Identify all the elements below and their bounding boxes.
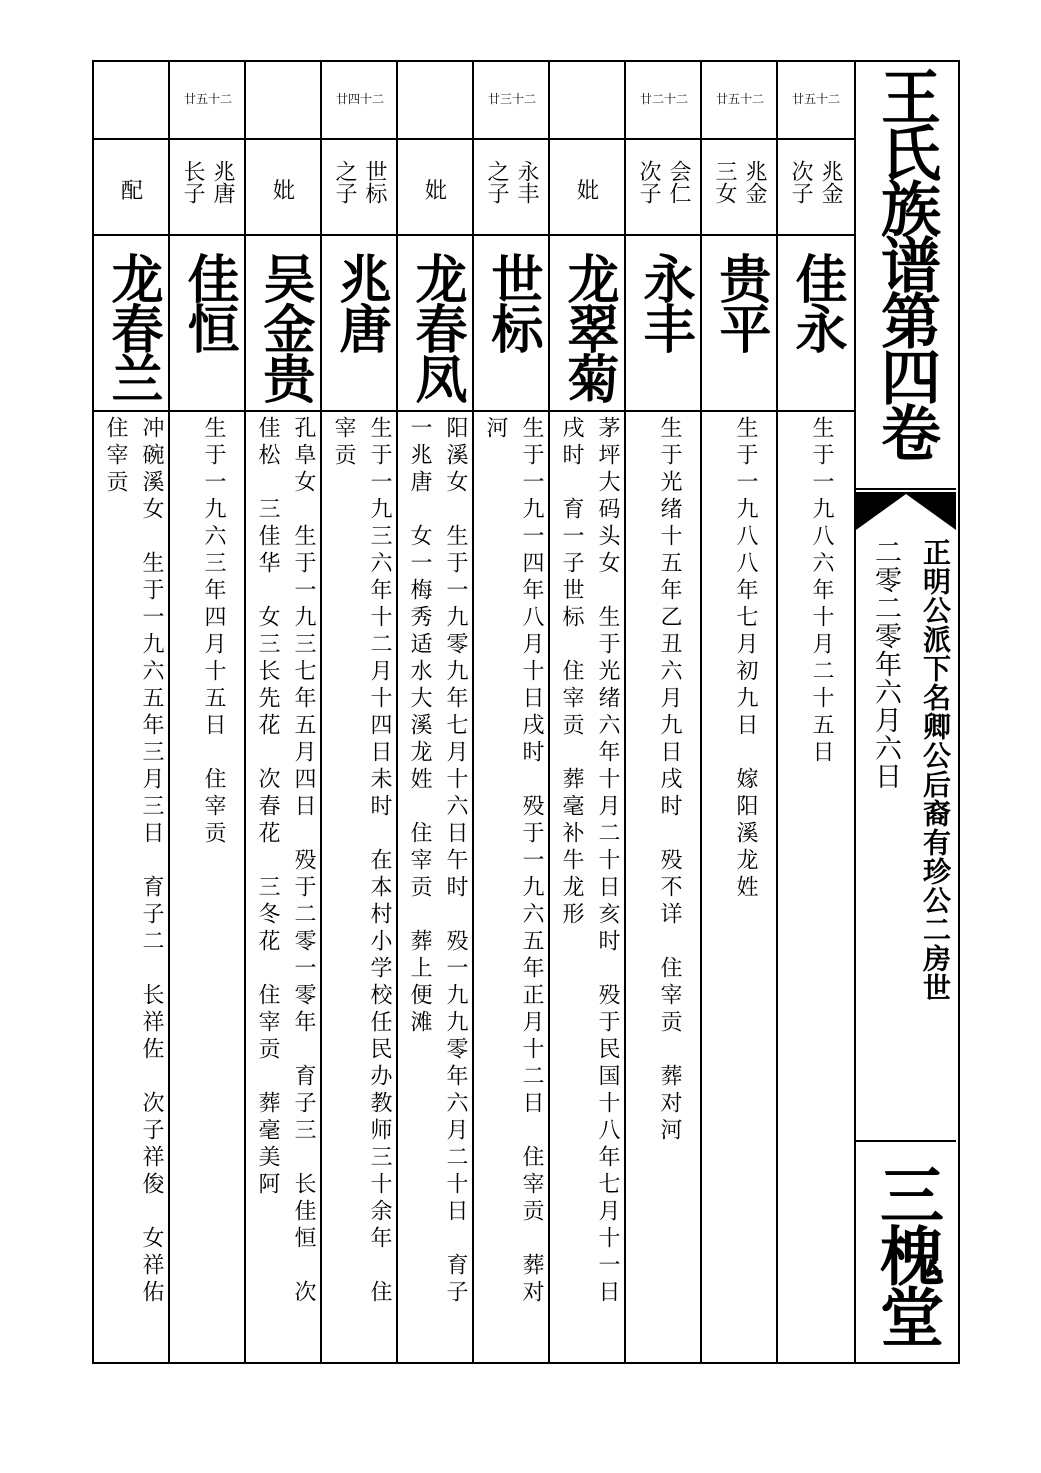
person-name: 佳恒 [178, 252, 239, 352]
bio-line: 生于一九八六年十月二十五日 [809, 416, 834, 767]
bio-line: 一兆唐 女一梅秀适水大溪龙姓 住宰贡 葬上便滩 [407, 416, 432, 1037]
relation-role: 之子 [484, 160, 509, 204]
person-bio [94, 416, 170, 1356]
person-bio [702, 416, 778, 1356]
person-column [94, 60, 170, 1362]
hall-name: 三槐堂 [869, 1161, 944, 1345]
person-name: 龙春兰 [102, 252, 163, 402]
relation-parent: 永丰 [514, 160, 539, 204]
person-bio [246, 416, 322, 1356]
bio-line: 生于一九三六年十二月十四日未时 在本村小学校任民办教师三十余年 住 [367, 416, 392, 1307]
person-name: 吴金贵 [254, 252, 315, 402]
relation-parent: 兆金 [818, 160, 843, 204]
person-column [474, 60, 550, 1362]
book-title: 王氏族谱第四卷 [871, 66, 941, 458]
bio-line: 冲碗溪女 生于一九六五年三月三日 育子二 长祥佐 次子祥俊 女祥佑 [139, 416, 164, 1307]
person-name: 龙翠菊 [558, 252, 619, 402]
person-bio [550, 416, 626, 1356]
ribbon-ornament [856, 488, 956, 532]
relation-cell [322, 142, 398, 236]
person-name: 兆唐 [330, 252, 391, 352]
lineage-subtitle: 正明公派下名卿公后裔有珍公二房世 [919, 538, 952, 1002]
person-name: 永丰 [634, 252, 695, 352]
bio-line: 河 [483, 416, 508, 443]
person-bio [626, 416, 702, 1356]
relation-cell [702, 142, 778, 236]
relation-role: 次子 [788, 160, 813, 204]
title-panel [856, 60, 958, 1362]
person-bio [322, 416, 398, 1356]
person-bio [778, 416, 854, 1356]
relation-cell [94, 142, 170, 236]
bio-line: 茅坪大码头女 生于光绪六年十月二十日亥时 殁于民国十八年七月十一日 [595, 416, 620, 1307]
genealogy-page [92, 60, 958, 1362]
generation-label: 廿五十二 [715, 92, 764, 106]
relation-role: 三女 [712, 160, 737, 204]
person-column [398, 60, 474, 1362]
bio-line: 住宰贡 [103, 416, 128, 497]
relation-role: 配 [120, 178, 143, 204]
generation-label: 廿五十二 [183, 92, 232, 106]
relation-role: 次子 [636, 160, 661, 204]
relation-cell [170, 142, 246, 236]
person-name: 佳永 [786, 252, 847, 352]
relation-parent: 会仁 [666, 160, 691, 204]
bio-line: 生于一九六三年四月十五日 住宰贡 [201, 416, 226, 848]
relation-cell [778, 142, 854, 236]
bio-line: 生于一九八八年七月初九日 嫁阳溪龙姓 [733, 416, 758, 902]
relation-role: 妣 [272, 178, 295, 204]
bio-line: 戌时 育一子世标 住宰贡 葬毫补牛龙形 [559, 416, 584, 929]
bio-line: 阳溪女 生于一九零九年七月十六日午时 殁一九九零年六月二十日 育子 [443, 416, 468, 1307]
person-column [550, 60, 626, 1362]
relation-parent: 兆金 [742, 160, 767, 204]
generation-label: 廿四十二 [335, 92, 384, 106]
person-bio [170, 416, 246, 1356]
generation-label: 廿三十二 [487, 92, 536, 106]
relation-cell [398, 142, 474, 236]
person-bio [474, 416, 550, 1356]
relation-parent: 世标 [362, 160, 387, 204]
hall-divider [856, 1140, 956, 1142]
generation-label: 廿二十二 [639, 92, 688, 106]
person-column [626, 60, 702, 1362]
relation-role: 长子 [180, 160, 205, 204]
bio-line: 宰贡 [331, 416, 356, 470]
person-column [322, 60, 398, 1362]
bio-line: 生于光绪十五年乙丑六月九日戌时 殁不详 住宰贡 葬对河 [657, 416, 682, 1145]
relation-role: 妣 [424, 178, 447, 204]
relation-cell [474, 142, 550, 236]
person-name: 龙春凤 [406, 252, 467, 402]
person-column [702, 60, 778, 1362]
person-name: 世标 [482, 252, 543, 352]
person-column [778, 60, 854, 1362]
person-column [246, 60, 322, 1362]
bio-line: 孔阜女 生于一九三七年五月四日 殁于二零一零年 育子三 长佳恒 次 [291, 416, 316, 1307]
person-bio [398, 416, 474, 1356]
relation-cell [626, 142, 702, 236]
person-column [170, 60, 246, 1362]
relation-role: 妣 [576, 178, 599, 204]
generation-label: 廿五十二 [791, 92, 840, 106]
bio-line: 佳松 三佳华 女三长先花 次春花 三冬花 住宰贡 葬毫美阿 [255, 416, 280, 1199]
person-name: 贵平 [710, 252, 771, 352]
relation-parent: 兆唐 [210, 160, 235, 204]
relation-cell [550, 142, 626, 236]
relation-role: 之子 [332, 160, 357, 204]
compile-date: 二零二零年六月六日 [870, 538, 901, 790]
bio-line: 生于一九一四年八月十日戌时 殁于一九六五年正月十二日 住宰贡 葬对 [519, 416, 544, 1307]
relation-cell [246, 142, 322, 236]
